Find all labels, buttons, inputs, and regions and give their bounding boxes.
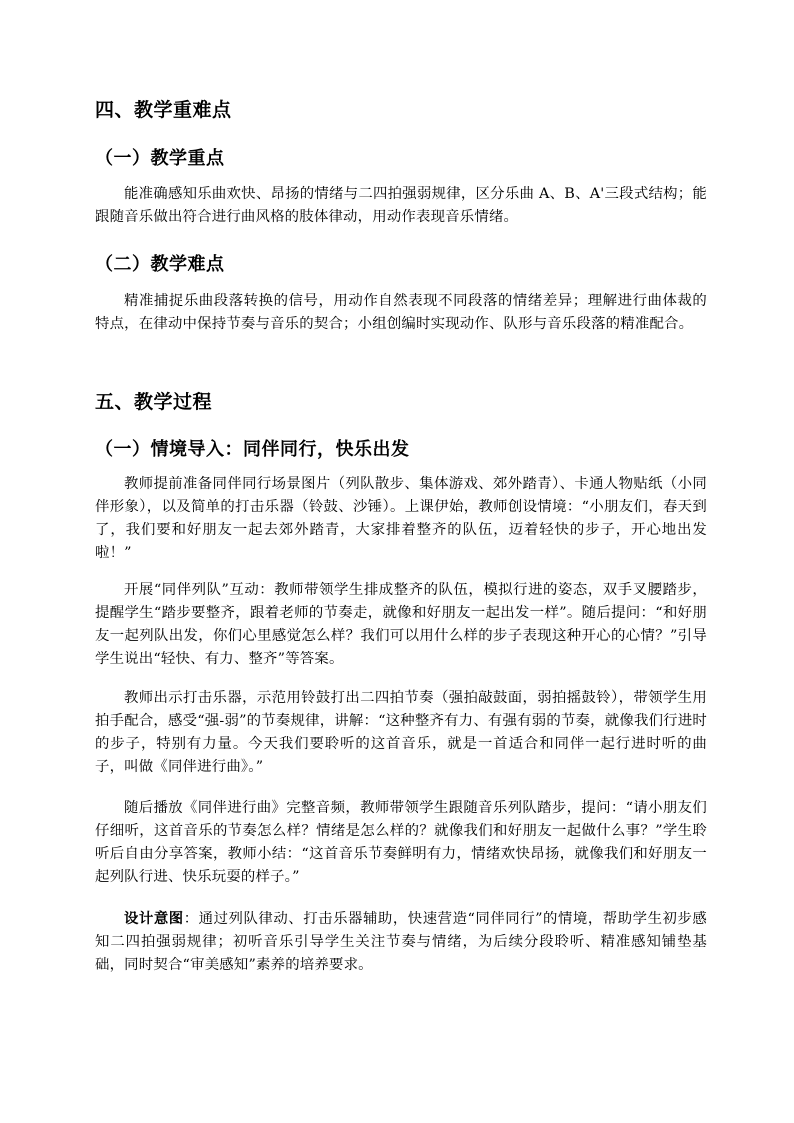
section-4-1-paragraph: 能准确感知乐曲欢快、昂扬的情绪与二四拍强弱规律，区分乐曲 A、B、A'三段式结构；能跟随音乐做出符合进行曲风格的肢体律动，用动作表现音乐情绪。 bbox=[95, 186, 707, 225]
design-intent-text: ：通过列队律动、打击乐器辅助，快速营造“同伴同行”的情境，帮助学生初步感知二四拍强弱规律；初听音乐引导学生关注节奏与情绪，为后续分段聆听、精准感知铺垫基础，同时契合“审美感知”素养的培养要求。 bbox=[95, 911, 707, 973]
design-intent-label: 设计意图 bbox=[124, 910, 184, 927]
section-5-1-paragraph-3: 教师出示打击乐器，示范用铃鼓打出二四拍节奏（强拍敲鼓面，弱拍摇鼓铃），带领学生用拍手配合，感受“强-弱”的节奏规律，讲解：“这种整齐有力、有强有弱的节奏，就像我们行进时的步子，特别有力量。今天我们要聆听的这首音乐，就是一首适合和同伴一起行进时听的曲子，叫做《同伴进行曲》。” bbox=[95, 690, 707, 775]
section-4-2-heading: （二）教学难点 bbox=[95, 254, 225, 275]
section-5-heading: 五、教学过程 bbox=[95, 391, 213, 413]
section-5-1-paragraph-1: 教师提前准备同伴同行场景图片（列队散步、集体游戏、郊外踏青）、卡通人物贴纸（小同伴形象），以及简单的打击乐器（铃鼓、沙锤）。上课伊始，教师创设情境：“小朋友们，春天到了，我们要和好朋友一起去郊外踏青，大家排着整齐的队伍，迈着轻快的步子，开心地出发啦！” bbox=[95, 476, 707, 561]
section-4-1-heading: （一）教学重点 bbox=[95, 148, 225, 169]
section-5-1-heading: （一）情境导入：同伴同行，快乐出发 bbox=[95, 439, 410, 460]
design-intent-paragraph bbox=[95, 907, 707, 977]
section-4-heading: 四、教学重难点 bbox=[95, 99, 232, 121]
section-5-1-paragraph-4: 随后播放《同伴进行曲》完整音频，教师带领学生跟随音乐列队踏步，提问：“请小朋友们仔细听，这首音乐的节奏怎么样？情绪是怎么样的？就像我们和好朋友一起做什么事？”学生聆听后自由分享答案，教师小结：“这首音乐节奏鲜明有力，情绪欢快昂扬，就像我们和好朋友一起列队行进、快乐玩耍的样子。” bbox=[95, 800, 707, 885]
section-4-2-paragraph: 精准捕捉乐曲段落转换的信号，用动作自然表现不同段落的情绪差异；理解进行曲体裁的特点，在律动中保持节奏与音乐的契合；小组创编时实现动作、队形与音乐段落的精准配合。 bbox=[95, 293, 707, 332]
section-5-1-paragraph-2: 开展“同伴列队”互动：教师带领学生排成整齐的队伍，模拟行进的姿态，双手叉腰踏步，提醒学生“踏步要整齐，跟着老师的节奏走，就像和好朋友一起出发一样”。随后提问：“和好朋友一起列队出发，你们心里感觉怎么样？我们可以用什么样的步子表现这种开心的心情？”引导学生说出“轻快、有力、整齐”等答案。 bbox=[95, 582, 707, 667]
